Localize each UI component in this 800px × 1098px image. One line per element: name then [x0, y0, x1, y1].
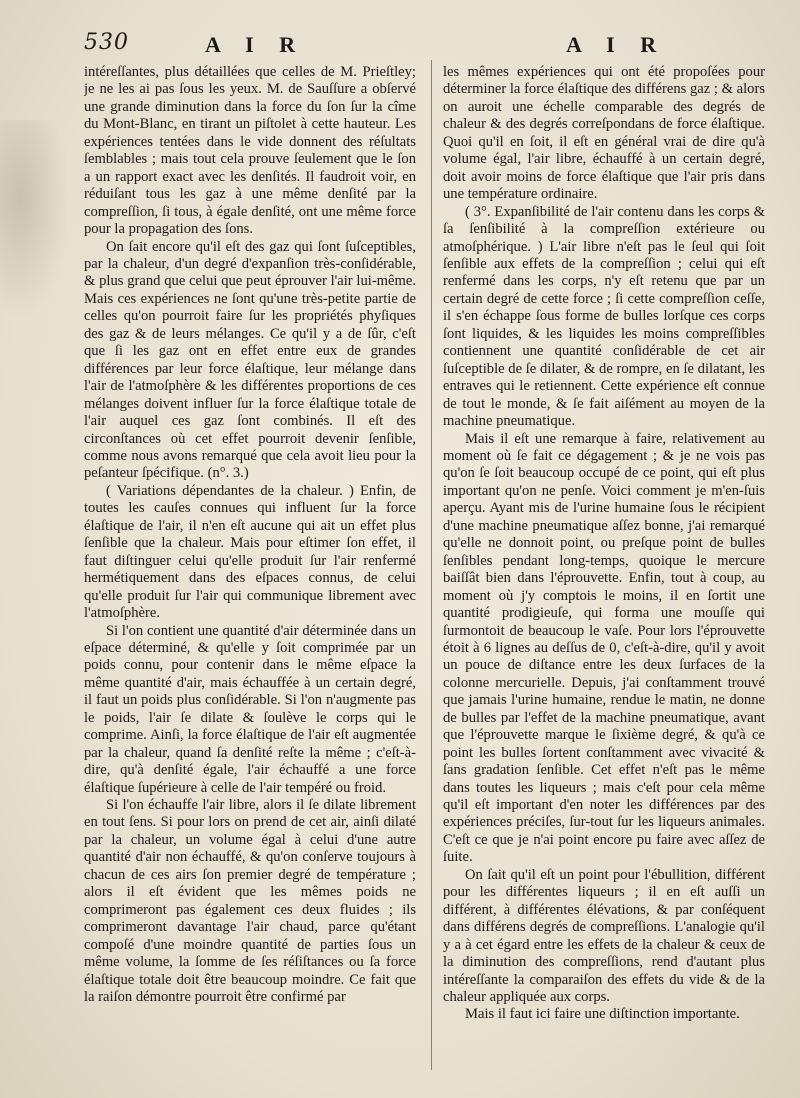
margin-stain [0, 120, 70, 320]
paragraph: Si l'on échauffe l'air libre, alors il ſe dilate librement en tout ſens. Si pour lors on prend de cet air, ainſi dilaté par la chaleur, un volume égal à celui d'une autre quantité d'air non échauffé, & qu'on conſerve toujours à chacun de ces airs ſon premier degré de température ; alors il eſt évident que les mêmes poids ne comprimeront pas également ces deux fluides ; ils comprimeront davantage l'air chaud, parce qu'étant compoſé d'une moindre quantité de parties ſous un même volume, la ſomme de ſes réſiſtances ou ſa force élaſtique totale doit être beaucoup moindre. Ce fait que la raiſon démontre pourroit être confirmé par [84, 797, 416, 1006]
paragraph: ( 3°. Expanſibilité de l'air contenu dans les corps & ſa ſenſibilité à la compreſſion extérieure ou atmoſphérique. ) L'air libre n'eſt pas le ſeul qui ſoit ſenſible aux effets de la compreſſion ; celui qui eſt renfermé dans les corps, n'y eſt retenu que par un certain degré de cette force ; ſi cette compreſſion ceſſe, il s'en échappe ſous forme de bulles lorſque ces corps ſont liquides, & les liquides les moins compreſſibles contiennent une quantité conſidérable de cet air ſuſceptible de ſe dilater, & de rompre, en ſe dilatant, les entraves qui le retiennent. Cette expérience eſt connue de tout le monde, & ſe fait aiſément au moyen de la machine pneumatique. [443, 203, 765, 430]
paragraph: ( Variations dépendantes de la chaleur. ) Enfin, de toutes les cauſes connues qui influent ſur la force élaſtique de l'air, il n'en eſt aucune qui ait un effet plus ſenſible que la chaleur. Mais pour eſtimer ſon effet, il faut diſtinguer celui qu'elle produit ſur l'air renfermé hermétiquement dans des eſpaces connus, de celui qu'elle produit ſur l'air qui communique librement avec l'atmoſphère. [84, 482, 416, 622]
page-header [0, 26, 800, 66]
paragraph: intéreſſantes, plus détaillées que celles de M. Prieſtley; je ne les ai pas ſous les yeux. M. de Sauſſure a obſervé une grande diminution dans la force du ſon ſur la cîme du Mont-Blanc, en tirant un piſtolet à cette hauteur. Les expériences tentées dans le vide donnent des réſultats ſemblables ; mais tout cela prouve ſeulement que le ſon a un rapport exact avec les denſités. Il faudroit voir, en réduiſant tous les gaz à une même denſité par la compreſſion, ſi tous, à égale denſité, ont une même force pour la propagation des ſons. [84, 64, 416, 238]
paragraph: Si l'on contient une quantité d'air déterminée dans un eſpace déterminé, & qu'elle y ſoit comprimée par un poids connu, pour contenir dans le même eſpace la même quantité d'air, mais échauffée à un certain degré, il faut un poids plus conſidérable. Si l'on n'augmente pas le poids, l'air ſe dilate & ſoulève le corps qui le comprime. Ainſi, la force élaſtique de l'air eſt augmentée par la chaleur, quand ſa denſité reſte la même ; c'eſt-à-dire, qu'à denſité égale, l'air échauffé a une force élaſtique ſupérieure à celle de l'air tempéré ou froid. [84, 622, 416, 796]
running-head-left: A I R [205, 32, 306, 57]
paragraph: On ſait qu'il eſt un point pour l'ébullition, différent pour les différentes liqueurs ; il en eſt auſſi un différent, à différentes élévations, & par conſéquent dans différens degrés de compreſſions. L'analogie qu'il y a à cet égard entre les effets de la chaleur & ceux de la diminution des compreſſions, rend d'autant plus intéreſſante la comparaiſon des effets du vide & de la chaleur appliquée aux corps. [443, 866, 765, 1006]
page-number: 530 [84, 30, 129, 55]
left-column [84, 64, 416, 1074]
paragraph: Mais il eſt une remarque à faire, relativement au moment où ſe fait ce dégagement ; & je ne vois pas qu'on ſe ſoit beaucoup occupé de ce point, qui eſt plus important qu'on ne penſe. Voici comment je m'en-ſuis aperçu. Ayant mis de l'urine humaine ſous le récipient d'une machine pneumatique aſſez bonne, j'ai remarqué qu'elle ne donnoit point, ou preſque point de bulles ſenſibles pendant long-temps, quoique le mercure baiſſât bien dans l'éprouvette. Enfin, tout à coup, au moment où j'y comptois le moins, il en ſortit une quantité prodigieuſe, qui forma une mouſſe qui ſurmontoit de beaucoup le vaſe. Pour lors l'éprouvette étoit à 6 lignes au deſſus de 0, c'eſt-à-dire, qu'il y avoit un pouce de diſtance entre les deux ſurfaces de la colonne mercurielle. Depuis, j'ai conſtamment trouvé que jamais l'urine humaine, rendue le matin, ne donne de bulles par l'effet de la machine pneumatique, avant que l'éprouvette marque le ſixième degré, & qu'à ce point les bulles ſortent conſtamment avec vivacité & ſans gradation ſenſible. Cet effet n'eſt pas le même dans toutes les liqueurs ; mais c'eſt pour cela même qu'il eſt important d'en noter les différences par des expériences préciſes, ſur-tout ſur les liqueurs animales. C'eſt ce que je n'ai point encore pu faire avec aſſez de ſuite. [443, 430, 765, 866]
running-head-right: A I R [566, 32, 667, 57]
right-column [443, 64, 765, 1074]
paragraph: les mêmes expériences qui ont été propoſées pour déterminer la force élaſtique des différens gaz ; & alors on auroit une échelle comparable des degrés de chaleur & des degrés correſpondans de force élaſtique. Quoi qu'il en ſoit, il eſt en général vrai de dire qu'à volume égal, l'air libre, échauffé à un certain degré, doit avoir moins de force élaſtique que l'air pris dans une température ordinaire. [443, 64, 765, 203]
paragraph: Mais il faut ici faire une diſtinction importante. [465, 1006, 740, 1023]
column-divider [431, 60, 432, 1070]
paragraph: On ſait encore qu'il eſt des gaz qui ſont ſuſceptibles, par la chaleur, d'un degré d'expanſion très-conſidérable, & plus grand que celui que peut éprouver l'air lui-même. Mais ces expériences ne ſont qu'une très-petite partie de celles qu'on pourroit faire ſur les propriétés phyſiques des gaz & de leurs mélanges. Ce qu'il y a de ſûr, c'eſt que ſi les gaz ont en effet entre eux de grandes différences par leur force élaſtique, leur mélange dans l'air de l'atmoſphère & les différentes proportions de ces mélanges doivent influer ſur la force élaſtique totale de l'air auquel ces gaz ſont combinés. Il eſt des circonſtances où cet effet pourroit devenir ſenſible, comme nous avons remarqué que cela avoit lieu pour la peſanteur ſpécifique. (n°. 3.) [84, 238, 416, 482]
